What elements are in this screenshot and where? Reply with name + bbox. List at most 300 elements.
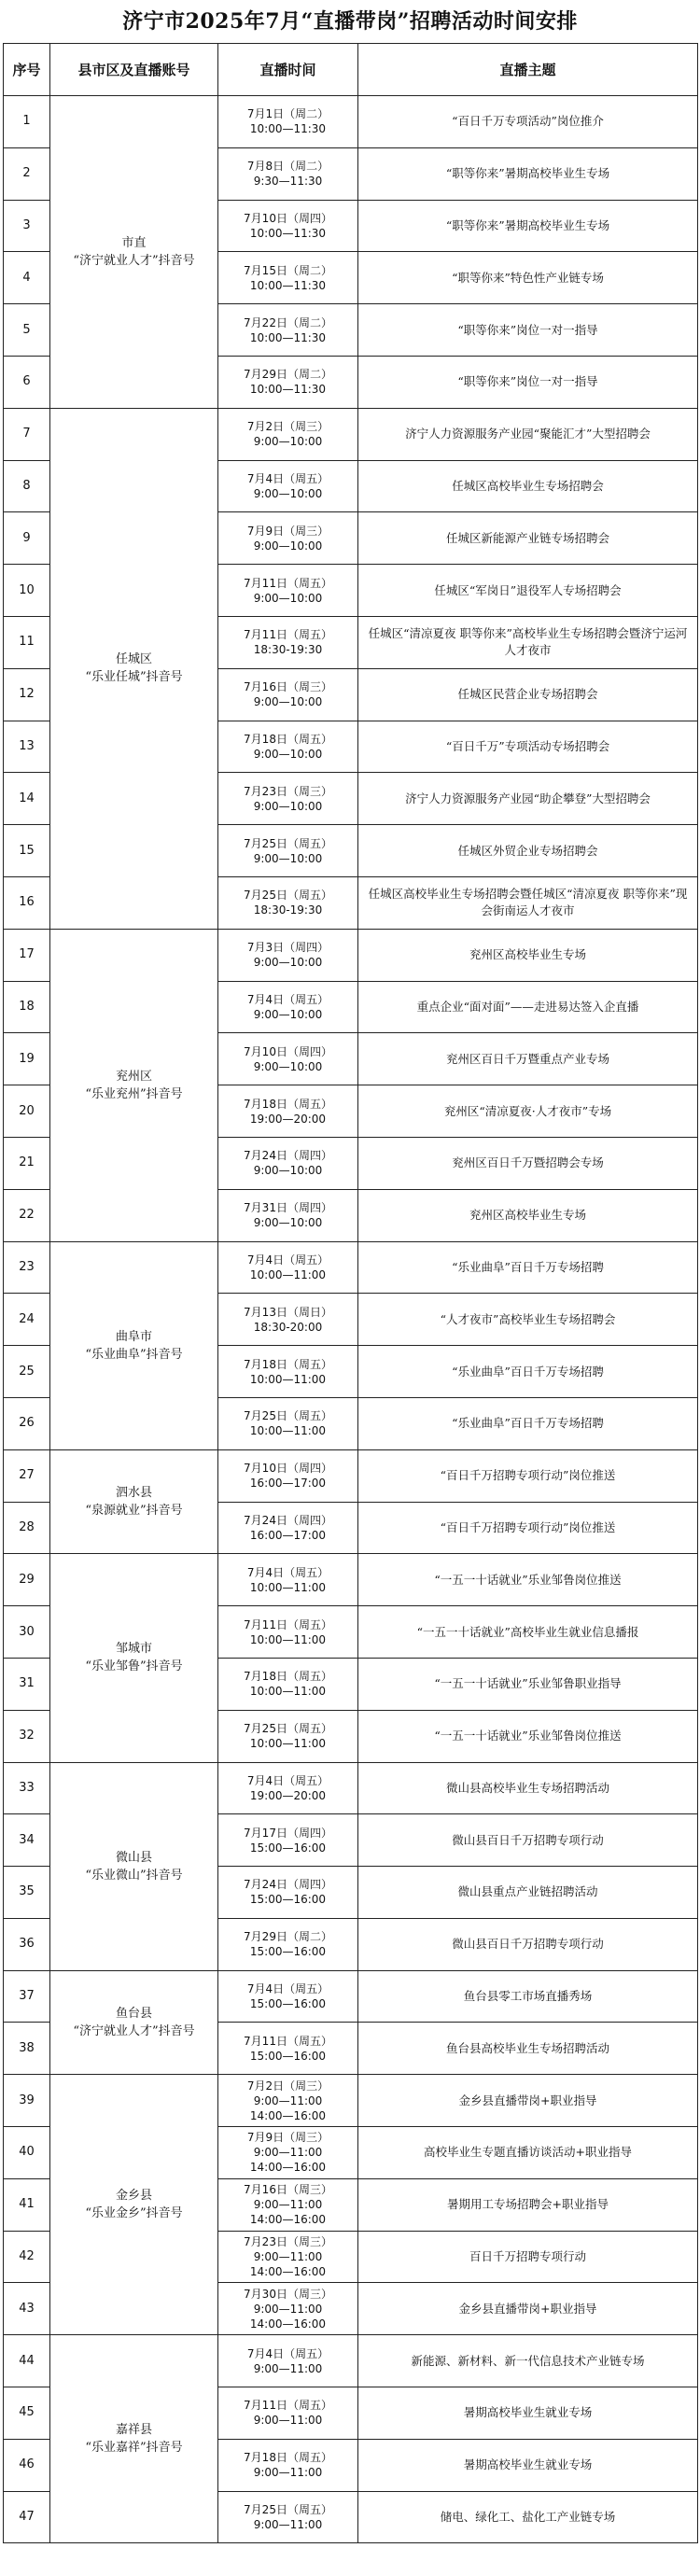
row-number: 38 xyxy=(4,2023,50,2075)
live-time-cell xyxy=(218,1502,358,1554)
live-time-range xyxy=(221,2197,355,2227)
live-date: 7月11日（周五） xyxy=(244,576,332,590)
live-time-cell xyxy=(218,356,358,408)
live-time-cell xyxy=(218,2023,358,2075)
time-session-1: 10:00—11:00 xyxy=(249,1267,327,1281)
live-topic: 兖州区高校毕业生专场 xyxy=(358,1189,698,1241)
header-no: 序号 xyxy=(4,44,50,96)
time-session-1: 15:00—16:00 xyxy=(249,1893,327,1907)
row-number: 23 xyxy=(4,1241,50,1294)
live-topic: “百日千万”专项活动专场招聘会 xyxy=(358,721,698,773)
live-date: 7月17日（周四） xyxy=(244,1826,332,1840)
live-account: “乐业曲阜”抖音号 xyxy=(85,1347,183,1362)
live-topic: 暑期高校毕业生就业专场 xyxy=(358,2439,698,2491)
live-topic: 新能源、新材料、新一代信息技术产业链专场 xyxy=(358,2335,698,2387)
row-number: 40 xyxy=(4,2127,50,2179)
live-time-cell xyxy=(218,1658,358,1710)
live-topic: 重点企业“面对面”——走进易达签入企直播 xyxy=(358,981,698,1033)
live-time-range xyxy=(221,1215,355,1230)
row-number: 12 xyxy=(4,668,50,721)
row-number: 15 xyxy=(4,825,50,877)
live-time-cell xyxy=(218,200,358,252)
area-account-cell xyxy=(50,1449,218,1554)
table-row xyxy=(4,408,698,460)
live-topic: “乐业曲阜”百日千万专场招聘 xyxy=(358,1346,698,1398)
live-time-cell xyxy=(218,1085,358,1138)
table-header-row xyxy=(4,44,698,96)
table-row xyxy=(4,2335,698,2387)
live-date: 7月25日（周五） xyxy=(244,1409,332,1423)
live-time-cell xyxy=(218,252,358,304)
live-time-range xyxy=(221,226,355,241)
live-time-range xyxy=(221,1996,355,2011)
live-time-range xyxy=(221,486,355,501)
header-live-time: 直播时间 xyxy=(218,44,358,96)
row-number: 8 xyxy=(4,460,50,512)
live-date: 7月4日（周五） xyxy=(246,1982,329,1996)
live-date: 7月31日（周四） xyxy=(244,1201,332,1215)
live-time-range xyxy=(221,1632,355,1647)
area-account-cell xyxy=(50,1762,218,1970)
live-time-range xyxy=(221,1944,355,1959)
row-number: 34 xyxy=(4,1814,50,1867)
live-time-range xyxy=(221,1528,355,1543)
time-session-1: 19:00—20:00 xyxy=(249,1112,327,1126)
time-session-1: 16:00—17:00 xyxy=(249,1528,327,1542)
area-name: 金乡县 xyxy=(115,2189,152,2204)
live-date: 7月25日（周五） xyxy=(244,836,332,850)
live-time-cell xyxy=(218,96,358,148)
area-account-cell xyxy=(50,1970,218,2075)
row-number: 46 xyxy=(4,2439,50,2491)
live-topic: 暑期高校毕业生就业专场 xyxy=(358,2387,698,2440)
live-time-range xyxy=(221,2249,355,2279)
live-date: 7月16日（周三） xyxy=(244,680,332,694)
live-time-cell xyxy=(218,981,358,1033)
row-number: 3 xyxy=(4,200,50,252)
time-session-1: 9:00—10:00 xyxy=(253,851,323,865)
row-number: 16 xyxy=(4,876,50,929)
live-topic: “职等你来”暑期高校毕业生专场 xyxy=(358,200,698,252)
area-name: 兖州区 xyxy=(115,1069,152,1084)
live-time-range xyxy=(221,174,355,189)
live-date: 7月24日（周四） xyxy=(244,1513,332,1527)
live-date: 7月15日（周二） xyxy=(244,263,332,277)
time-session-1: 10:00—11:30 xyxy=(249,330,327,344)
time-session-1: 9:00—11:00 xyxy=(253,2466,323,2480)
area-name: 市直 xyxy=(121,235,147,250)
live-date: 7月18日（周五） xyxy=(244,1670,332,1684)
area-name: 泗水县 xyxy=(115,1486,152,1501)
row-number: 22 xyxy=(4,1189,50,1241)
row-number: 17 xyxy=(4,929,50,981)
row-number: 29 xyxy=(4,1554,50,1606)
live-date: 7月2日（周三） xyxy=(246,420,329,434)
live-topic: 鱼台县零工市场直播秀场 xyxy=(358,1970,698,2023)
live-date: 7月11日（周五） xyxy=(244,1617,332,1631)
live-date: 7月24日（周四） xyxy=(244,1149,332,1163)
live-date: 7月22日（周二） xyxy=(244,315,332,329)
row-number: 41 xyxy=(4,2178,50,2231)
live-topic: 任城区民营企业专场招聘会 xyxy=(358,668,698,721)
row-number: 14 xyxy=(4,773,50,825)
live-topic: “一五一十话就业”乐业邹鲁岗位推送 xyxy=(358,1554,698,1606)
live-topic: “乐业曲阜”百日千万专场招聘 xyxy=(358,1241,698,1294)
time-session-2: 14:00—16:00 xyxy=(249,2265,327,2279)
time-session-1: 9:00—10:00 xyxy=(253,591,323,605)
live-date: 7月4日（周五） xyxy=(246,1565,329,1579)
row-number: 19 xyxy=(4,1033,50,1085)
live-time-cell xyxy=(218,2387,358,2440)
time-session-1: 10:00—11:30 xyxy=(249,278,327,292)
live-time-cell xyxy=(218,460,358,512)
live-time-cell xyxy=(218,1762,358,1814)
live-time-range xyxy=(221,1112,355,1127)
live-topic: “百日千万招聘专项行动”岗位推送 xyxy=(358,1502,698,1554)
row-number: 13 xyxy=(4,721,50,773)
row-number: 30 xyxy=(4,1606,50,1659)
live-time-range xyxy=(221,1684,355,1699)
live-time-range xyxy=(221,1423,355,1438)
area-name: 鱼台县 xyxy=(115,2006,152,2021)
time-session-1: 9:00—10:00 xyxy=(253,1164,323,1178)
live-time-cell xyxy=(218,616,358,668)
live-topic: 暑期用工专场招聘会+职业指导 xyxy=(358,2178,698,2231)
live-time-cell xyxy=(218,2335,358,2387)
live-date: 7月18日（周五） xyxy=(244,1097,332,1111)
live-date: 7月11日（周五） xyxy=(244,2399,332,2413)
live-topic: 济宁人力资源服务产业园“助企攀登”大型招聘会 xyxy=(358,773,698,825)
live-time-cell xyxy=(218,1294,358,1346)
live-time-cell xyxy=(218,929,358,981)
live-date: 7月9日（周三） xyxy=(246,2131,329,2145)
live-date: 7月25日（周五） xyxy=(244,2503,332,2517)
live-time-range xyxy=(221,2517,355,2532)
live-time-cell xyxy=(218,1867,358,1919)
live-date: 7月23日（周三） xyxy=(244,784,332,798)
live-date: 7月11日（周五） xyxy=(244,2034,332,2048)
area-account-cell xyxy=(50,1554,218,1762)
live-account: “济宁就业人才”抖音号 xyxy=(73,253,195,268)
live-topic: “百日千万专项活动”岗位推介 xyxy=(358,96,698,148)
live-time-cell xyxy=(218,1710,358,1762)
live-time-range xyxy=(221,1320,355,1335)
live-time-cell xyxy=(218,825,358,877)
live-time-range xyxy=(221,642,355,657)
live-time-range xyxy=(221,539,355,553)
table-row xyxy=(4,96,698,148)
live-date: 7月4日（周五） xyxy=(246,471,329,485)
live-time-cell xyxy=(218,1918,358,1970)
live-topic: 任城区“军岗日”退役军人专场招聘会 xyxy=(358,565,698,617)
row-number: 20 xyxy=(4,1085,50,1138)
live-topic: 储电、绿化工、盐化工产业链专场 xyxy=(358,2491,698,2543)
live-date: 7月8日（周二） xyxy=(246,160,329,174)
live-topic: 金乡县直播带岗+职业指导 xyxy=(358,2283,698,2335)
live-time-range xyxy=(221,955,355,970)
live-time-range xyxy=(221,1892,355,1907)
live-topic: “乐业曲阜”百日千万专场招聘 xyxy=(358,1397,698,1449)
area-account-cell xyxy=(50,408,218,929)
time-session-1: 15:00—16:00 xyxy=(249,1997,327,2011)
live-date: 7月30日（周三） xyxy=(244,2287,332,2301)
row-number: 21 xyxy=(4,1137,50,1189)
time-session-1: 9:00—11:00 xyxy=(253,2093,323,2107)
area-account-cell xyxy=(50,2075,218,2335)
live-topic: “一五一十话就业”高校毕业生就业信息播报 xyxy=(358,1606,698,1659)
row-number: 28 xyxy=(4,1502,50,1554)
live-time-cell xyxy=(218,668,358,721)
live-time-range xyxy=(221,747,355,762)
live-date: 7月1日（周二） xyxy=(246,107,329,121)
schedule-body xyxy=(4,96,698,2543)
time-session-2: 14:00—16:00 xyxy=(249,2108,327,2122)
live-topic: “职等你来”特色性产业链专场 xyxy=(358,252,698,304)
live-time-range xyxy=(221,278,355,293)
time-session-1: 15:00—16:00 xyxy=(249,2049,327,2063)
time-session-1: 9:00—10:00 xyxy=(253,695,323,709)
area-name: 任城区 xyxy=(115,652,152,667)
live-time-cell xyxy=(218,721,358,773)
document-title: 济宁市2025年7月“直播带岗”招聘活动时间安排 xyxy=(122,9,578,34)
time-session-1: 10:00—11:30 xyxy=(249,226,327,240)
time-session-1: 18:30-19:30 xyxy=(253,643,323,657)
area-account-cell xyxy=(50,2335,218,2543)
schedule-table xyxy=(3,43,698,2543)
live-topic: 兖州区百日千万暨重点产业专场 xyxy=(358,1033,698,1085)
row-number: 44 xyxy=(4,2335,50,2387)
time-session-1: 15:00—16:00 xyxy=(249,1945,327,1959)
time-session-1: 9:00—11:00 xyxy=(253,2361,323,2375)
live-time-range xyxy=(221,2049,355,2064)
time-session-1: 16:00—17:00 xyxy=(249,1477,327,1491)
live-date: 7月4日（周五） xyxy=(246,1253,329,1267)
live-date: 7月11日（周五） xyxy=(244,628,332,642)
time-session-1: 10:00—11:00 xyxy=(249,1372,327,1386)
live-time-cell xyxy=(218,773,358,825)
live-date: 7月2日（周三） xyxy=(246,2079,329,2093)
row-number: 10 xyxy=(4,565,50,617)
live-time-range xyxy=(221,1580,355,1595)
time-session-2: 14:00—16:00 xyxy=(249,2317,327,2331)
table-row xyxy=(4,1554,698,1606)
time-session-1: 9:00—11:00 xyxy=(253,2414,323,2428)
live-topic: “职等你来”暑期高校毕业生专场 xyxy=(358,147,698,200)
live-time-cell xyxy=(218,1606,358,1659)
live-time-range xyxy=(221,2302,355,2331)
time-session-1: 10:00—11:30 xyxy=(249,122,327,136)
live-time-range xyxy=(221,1372,355,1387)
live-time-cell xyxy=(218,147,358,200)
time-session-1: 15:00—16:00 xyxy=(249,1841,327,1855)
live-date: 7月13日（周日） xyxy=(244,1305,332,1319)
row-number: 5 xyxy=(4,304,50,357)
live-time-range xyxy=(221,1476,355,1491)
live-time-range xyxy=(221,1736,355,1751)
live-topic: 任城区高校毕业生专场招聘会暨任城区“清凉夏夜 职等你来”现会街南运人才夜市 xyxy=(358,876,698,929)
live-date: 7月18日（周五） xyxy=(244,2451,332,2465)
live-date: 7月4日（周五） xyxy=(246,2346,329,2360)
row-number: 33 xyxy=(4,1762,50,1814)
live-topic: 微山县百日千万招聘专项行动 xyxy=(358,1814,698,1867)
area-name: 嘉祥县 xyxy=(115,2423,152,2438)
row-number: 32 xyxy=(4,1710,50,1762)
area-name: 邹城市 xyxy=(115,1642,152,1657)
live-topic: 金乡县直播带岗+职业指导 xyxy=(358,2075,698,2127)
header-live-topic: 直播主题 xyxy=(358,44,698,96)
row-number: 6 xyxy=(4,356,50,408)
live-time-range xyxy=(221,1788,355,1803)
live-topic: 兖州区百日千万暨招聘会专场 xyxy=(358,1137,698,1189)
time-session-1: 10:00—11:00 xyxy=(249,1632,327,1646)
time-session-1: 9:00—11:00 xyxy=(253,2518,323,2532)
live-time-range xyxy=(221,2413,355,2428)
live-date: 7月3日（周四） xyxy=(246,941,329,955)
live-time-cell xyxy=(218,1397,358,1449)
time-session-1: 9:00—10:00 xyxy=(253,435,323,449)
time-session-1: 9:00—11:00 xyxy=(253,2250,323,2264)
live-time-cell xyxy=(218,2283,358,2335)
row-number: 2 xyxy=(4,147,50,200)
time-session-1: 9:30—11:30 xyxy=(253,175,323,189)
live-topic: 百日千万招聘专项行动 xyxy=(358,2231,698,2283)
live-account: “济宁就业人才”抖音号 xyxy=(73,2023,195,2038)
table-row xyxy=(4,1241,698,1294)
live-time-cell xyxy=(218,1346,358,1398)
live-topic: 高校毕业生专题直播访谈活动+职业指导 xyxy=(358,2127,698,2179)
live-account: “乐业金乡”抖音号 xyxy=(85,2206,183,2221)
live-time-cell xyxy=(218,512,358,565)
live-account: “乐业兖州”抖音号 xyxy=(85,1086,183,1101)
time-session-1: 10:00—11:00 xyxy=(249,1424,327,1438)
live-time-cell xyxy=(218,304,358,357)
area-account-cell xyxy=(50,929,218,1241)
time-session-1: 10:00—11:00 xyxy=(249,1737,327,1751)
live-topic: 兖州区“清凉夏夜·人才夜市”专场 xyxy=(358,1085,698,1138)
live-date: 7月16日（周三） xyxy=(244,2183,332,2197)
live-time-range xyxy=(221,1059,355,1074)
time-session-1: 9:00—10:00 xyxy=(253,1216,323,1230)
time-session-1: 9:00—10:00 xyxy=(253,956,323,970)
live-topic: “一五一十话就业”乐业邹鲁职业指导 xyxy=(358,1658,698,1710)
time-session-1: 18:30-19:30 xyxy=(253,903,323,917)
live-date: 7月18日（周五） xyxy=(244,732,332,746)
header-area-account: 县市区及直播账号 xyxy=(50,44,218,96)
table-row xyxy=(4,1449,698,1502)
live-date: 7月4日（周五） xyxy=(246,992,329,1006)
live-topic: “人才夜市”高校毕业生专场招聘会 xyxy=(358,1294,698,1346)
live-time-range xyxy=(221,1007,355,1022)
live-time-cell xyxy=(218,2491,358,2543)
live-topic: “百日千万招聘专项行动”岗位推送 xyxy=(358,1449,698,1502)
time-session-1: 10:00—11:00 xyxy=(249,1580,327,1594)
live-time-range xyxy=(221,1163,355,1178)
live-time-range xyxy=(221,121,355,136)
row-number: 42 xyxy=(4,2231,50,2283)
time-session-1: 19:00—20:00 xyxy=(249,1788,327,1802)
live-time-cell xyxy=(218,1189,358,1241)
time-session-2: 14:00—16:00 xyxy=(249,2161,327,2175)
live-time-range xyxy=(221,2465,355,2480)
live-topic: “一五一十话就业”乐业邹鲁岗位推送 xyxy=(358,1710,698,1762)
live-date: 7月24日（周四） xyxy=(244,1878,332,1892)
row-number: 24 xyxy=(4,1294,50,1346)
live-time-cell xyxy=(218,876,358,929)
live-time-range xyxy=(221,382,355,397)
live-time-cell xyxy=(218,1970,358,2023)
area-account-cell xyxy=(50,1241,218,1449)
table-row xyxy=(4,929,698,981)
live-time-cell xyxy=(218,565,358,617)
live-topic: 微山县高校毕业生专场招聘活动 xyxy=(358,1762,698,1814)
table-row xyxy=(4,1762,698,1814)
live-time-range xyxy=(221,903,355,917)
live-topic: “职等你来”岗位一对一指导 xyxy=(358,304,698,357)
time-session-1: 9:00—11:00 xyxy=(253,2198,323,2212)
time-session-1: 10:00—11:30 xyxy=(249,383,327,397)
live-time-range xyxy=(221,1267,355,1282)
live-time-range xyxy=(221,2361,355,2376)
row-number: 35 xyxy=(4,1867,50,1919)
row-number: 37 xyxy=(4,1970,50,2023)
live-account: “泉源就业”抖音号 xyxy=(85,1504,183,1519)
live-time-cell xyxy=(218,1137,358,1189)
live-time-cell xyxy=(218,2127,358,2179)
live-date: 7月25日（周五） xyxy=(244,889,332,903)
live-time-cell xyxy=(218,1449,358,1502)
time-session-1: 9:00—10:00 xyxy=(253,747,323,761)
live-topic: 任城区外贸企业专场招聘会 xyxy=(358,825,698,877)
live-time-range xyxy=(221,694,355,709)
live-topic: 微山县百日千万招聘专项行动 xyxy=(358,1918,698,1970)
live-topic: 济宁人力资源服务产业园“聚能汇才”大型招聘会 xyxy=(358,408,698,460)
row-number: 4 xyxy=(4,252,50,304)
row-number: 25 xyxy=(4,1346,50,1398)
live-date: 7月29日（周二） xyxy=(244,1930,332,1944)
live-topic: 任城区高校毕业生专场招聘会 xyxy=(358,460,698,512)
live-date: 7月10日（周四） xyxy=(244,1044,332,1058)
time-session-1: 9:00—10:00 xyxy=(253,799,323,813)
live-time-range xyxy=(221,2145,355,2175)
live-time-cell xyxy=(218,2178,358,2231)
row-number: 26 xyxy=(4,1397,50,1449)
live-time-range xyxy=(221,851,355,866)
time-session-1: 9:00—10:00 xyxy=(253,486,323,500)
row-number: 45 xyxy=(4,2387,50,2440)
row-number: 7 xyxy=(4,408,50,460)
row-number: 47 xyxy=(4,2491,50,2543)
live-topic: 兖州区高校毕业生专场 xyxy=(358,929,698,981)
live-time-cell xyxy=(218,2075,358,2127)
table-row xyxy=(4,2075,698,2127)
live-account: “乐业任城”抖音号 xyxy=(85,670,183,685)
row-number: 1 xyxy=(4,96,50,148)
live-date: 7月18日（周五） xyxy=(244,1357,332,1371)
live-topic: 微山县重点产业链招聘活动 xyxy=(358,1867,698,1919)
row-number: 39 xyxy=(4,2075,50,2127)
time-session-1: 10:00—11:00 xyxy=(249,1685,327,1699)
time-session-1: 9:00—11:00 xyxy=(253,2146,323,2160)
live-time-cell xyxy=(218,408,358,460)
live-account: “乐业邹鲁”抖音号 xyxy=(85,1659,183,1674)
live-time-cell xyxy=(218,2231,358,2283)
row-number: 27 xyxy=(4,1449,50,1502)
area-name: 曲阜市 xyxy=(115,1329,152,1344)
live-time-range xyxy=(221,2093,355,2123)
time-session-1: 9:00—10:00 xyxy=(253,539,323,553)
live-date: 7月10日（周四） xyxy=(244,211,332,225)
live-time-cell xyxy=(218,2439,358,2491)
